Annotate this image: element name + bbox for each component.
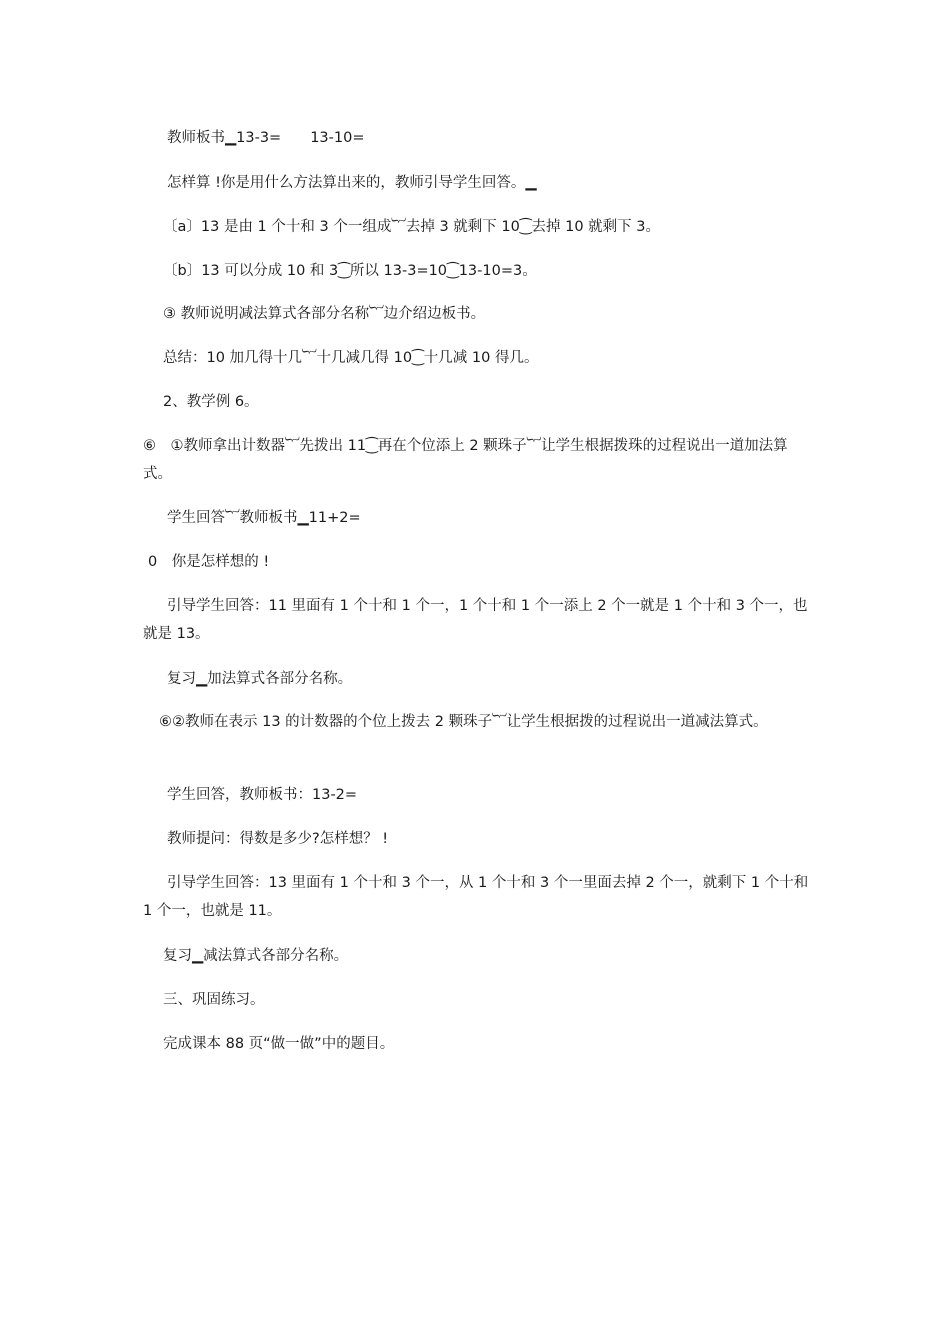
paragraph-4: 〔b〕13 可以分成 10 和 3⁐所以 13-3=10⁐13-10=3。 — [163, 263, 537, 279]
paragraph-17: 复习▁减法算式各部分名称。 — [163, 948, 349, 964]
paragraph-2: 怎样算 !你是用什么方法算出来的，教师引导学生回答。▁ — [167, 175, 537, 191]
paragraph-10: 0 你是怎样想的 ! — [148, 554, 270, 570]
paragraph-11: 引导学生回答：11 里面有 1 个十和 1 个一，1 个十和 1 个一添上 2 个一就是 1 个十和 3 个一，也就是 13。 — [143, 598, 808, 642]
paragraph-18: 三、巩固练习。 — [163, 992, 265, 1008]
paragraph-9: 学生回答︸教师板书▁11+2= — [167, 510, 361, 526]
paragraph-3: 〔a〕13 是由 1 个十和 3 个一组成︸去掉 3 就剩下 10⁐去掉 10 就剩下 3。 — [163, 219, 660, 235]
paragraph-13: ⑥②教师在表示 13 的计数器的个位上拨去 2 颗珠子︸让学生根据拨的过程说出一道减法算式。 — [159, 714, 768, 730]
paragraph-7: 2、教学例 6。 — [163, 394, 259, 410]
paragraph-8: ⑥ ①教师拿出计数器︸先拨出 11⁐再在个位添上 2 颗珠子︸让学生根据拨珠的过程说出一道加法算式。 — [143, 438, 788, 482]
paragraph-5: ③ 教师说明减法算式各部分名称︸边介绍边板书。 — [163, 306, 486, 322]
paragraph-15: 教师提问：得数是多少?怎样想？ ! — [167, 831, 389, 847]
paragraph-12: 复习▁加法算式各部分名称。 — [167, 671, 353, 687]
paragraph-1: 教师板书▁13-3= 13-10= — [167, 130, 365, 146]
paragraph-6: 总结：10 加几得十几︸十几减几得 10⁐十几减 10 得几。 — [163, 350, 539, 366]
paragraph-19: 完成课本 88 页“做一做”中的题目。 — [163, 1036, 395, 1052]
paragraph-14: 学生回答，教师板书：13-2= — [167, 787, 358, 803]
paragraph-16: 引导学生回答：13 里面有 1 个十和 3 个一，从 1 个十和 3 个一里面去掉 2 个一，就剩下 1 个十和 1 个一，也就是 11。 — [143, 875, 809, 919]
